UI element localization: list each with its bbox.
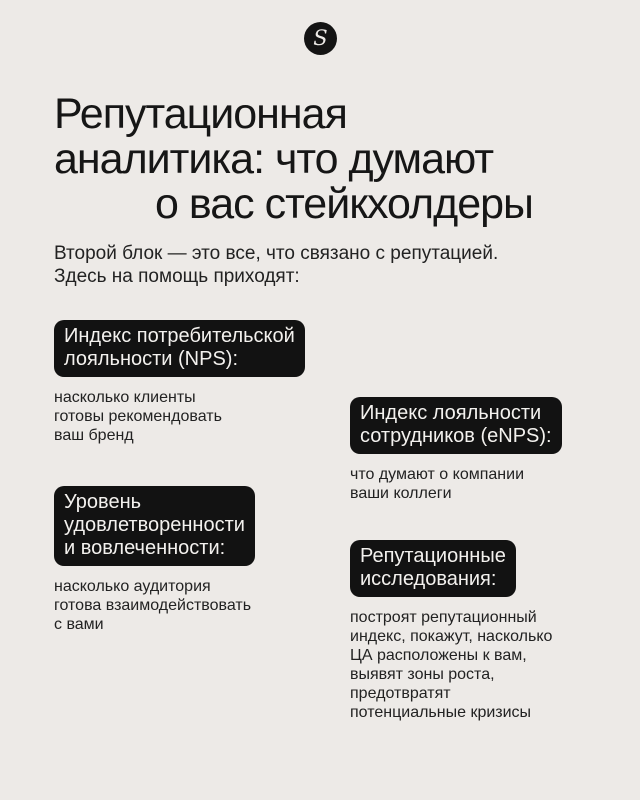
title-line-1: Репутационная (54, 90, 347, 138)
description-line: насколько клиенты (54, 389, 196, 406)
title-line-3: о вас стейкхолдеры (155, 180, 533, 228)
heading-line: лояльности (NPS): (64, 348, 238, 370)
description-line: ваши коллеги (350, 485, 452, 502)
card-description (350, 465, 562, 503)
intro-line-1: Второй блок — это все, что связано с репутацией. (54, 243, 499, 264)
logo-glyph: S (313, 26, 328, 50)
heading-line: исследования: (360, 568, 497, 590)
card-description (54, 388, 305, 445)
description-line: выявят зоны роста, (350, 666, 495, 683)
description-line: предотвратят (350, 685, 451, 702)
description-line: готовы рекомендовать (54, 408, 222, 425)
brand-logo-icon (304, 22, 337, 55)
heading-line: Репутационные (360, 545, 506, 567)
card-nps (54, 320, 305, 445)
heading-line: Индекс лояльности (360, 402, 542, 424)
heading-line: и вовлеченности: (64, 537, 226, 559)
description-line: ваш бренд (54, 427, 134, 444)
description-line: индекс, покажут, насколько (350, 628, 553, 645)
card-heading (54, 486, 255, 566)
card-heading (350, 397, 562, 454)
card-heading (54, 320, 305, 377)
title-line-2: аналитика: что думают (54, 135, 494, 183)
heading-line: Уровень (64, 491, 142, 513)
card-reputation-research (350, 540, 552, 722)
card-satisfaction (54, 486, 255, 634)
description-line: ЦА расположены к вам, (350, 647, 527, 664)
card-heading (350, 540, 516, 597)
description-line: насколько аудитория (54, 578, 211, 595)
description-line: построят репутационный (350, 609, 537, 626)
intro-line-2: Здесь на помощь приходят: (54, 266, 300, 287)
description-line: с вами (54, 616, 104, 633)
description-line: что думают о компании (350, 466, 524, 483)
description-line: готова взаимодействовать (54, 597, 252, 614)
page-title (54, 92, 614, 227)
card-enps (350, 397, 562, 503)
heading-line: удовлетворенности (64, 514, 245, 536)
card-description (350, 608, 552, 722)
description-line: потенциальные кризисы (350, 704, 532, 721)
heading-line: Индекс потребительской (64, 325, 295, 347)
intro-text (54, 242, 614, 288)
heading-line: сотрудников (eNPS): (360, 425, 552, 447)
card-description (54, 577, 255, 634)
